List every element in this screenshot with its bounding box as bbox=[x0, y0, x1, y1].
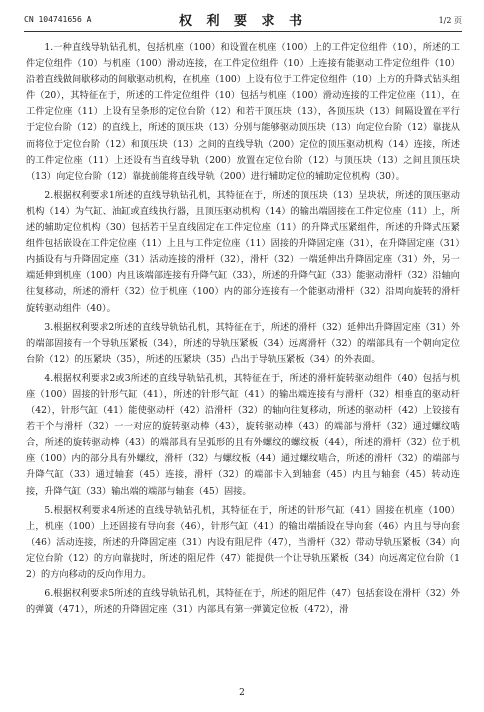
document-title: 权 利 要 求 书 bbox=[178, 14, 308, 29]
publication-number: CN 104741656 A bbox=[24, 15, 92, 24]
claim-3: 3.根据权利要求2所述的直线导轨钻孔机，其特征在于，所述的滑杆（32）延伸出升降固定座（31）外的端部固接有一个导轨压紧板（34），所述的导轨压紧板（34）远离滑杆（32）的端部具有一个朝向定位台阶（12）的压紧块（35），所述的压紧块（35）凸出于导轨压紧板（34）的外表面。 bbox=[26, 321, 460, 365]
page-number: 2 bbox=[239, 688, 245, 698]
claim-1: 1.一种直线导轨钻孔机，包括机座（100）和设置在机座（100）上的工件定位组件（10），所述的工件定位组件（10）与机座（100）滑动连接，在工件定位组件（10）上连接有能驱动工件定位组件（10）沿着直线做间歇移动的间歇驱动机构，在机座（100）上设有位于工件定位组件（10）上方的升降式钻头组件（20），其特征在于，所述的工件定位组件（10）包括与机座（100）滑动连接的工件定位座（11），在工件定位座（11）上设有呈条形的定位台阶（12）和若干顶压块（13），各顶压块（13）间隔设置在平行于定位台阶（12）的直线上，所述的顶压块（13）分别与能够驱动顶压块（13）向定位台阶（12）靠拢从而将位于定位台阶（12）和顶压块（13）之间的直线导轨（200）定位的顶压驱动机构（14）连接，所述的工件定位座（11）上还设有当直线导轨（200）放置在定位台阶（12）与顶压块（13）之间且顶压块（13）向定位台阶（12）靠拢前能将直线导轨（200）进行辅助定位的辅助定位机构（30）。 bbox=[26, 42, 460, 182]
claim-4: 4.根据权利要求2或3所述的直线导轨钻孔机，其特征在于，所述的滑杆旋转驱动组件（40）包括与机座（100）固接的针形气缸（41），所述的针形气缸（41）的输出端连接有与滑杆（32）相垂直的驱动杆（42），针形气缸（41）能使驱动杆（42）沿滑杆（32）的轴向往复移动，所述的驱动杆（42）上铰接有若干个与滑杆（32）一一对应的旋转驱动棒（43），旋转驱动棒（43）的端部与滑杆（32）通过螺纹啮合，所述的旋转驱动棒（43）的端部具有呈弧形的且有外螺纹的螺纹板（44），所述的滑杆（32）位于机座（100）内的部分具有外螺纹，滑杆（32）与螺纹板（44）通过螺纹啮合，所述的滑杆（32）的端部与升降气缸（33）通过轴套（45）连接，滑杆（32）的端部卡入到轴套（45）内且与轴套（45）转动连接，升降气缸（33）输出端的端部与轴套（45）固接。 bbox=[26, 372, 460, 497]
header-rule bbox=[24, 31, 462, 32]
claim-2: 2.根据权利要求1所述的直线导轨钻孔机，其特征在于，所述的顶压块（13）呈块状，所述的顶压驱动机构（14）为气缸、油缸或直线执行器，且顶压驱动机构（14）的输出端固接在工件定位座（11）上，所述的辅助定位机构（30）包括若干呈直线固定在工件定位座（11）的升降式压紧组件，所述的升降式压紧组件包括嵌设在工件定位座（11）上且与工件定位座（11）固接的升降固定座（31），在升降固定座（31）内插设有与升降固定座（31）活动连接的滑杆（32），滑杆（32）一端延伸出升降固定座（31）外，另一端延伸到机座（100）内且该端部连接有升降气缸（33），所述的升降气缸（33）能驱动滑杆（32）沿轴向往复移动，所述的滑杆（32）位于机座（100）内的部分连接有一个能驱动滑杆（32）沿周向旋转的滑杆旋转驱动组件（40）。 bbox=[26, 189, 460, 314]
page-header bbox=[24, 8, 462, 30]
claims-body bbox=[26, 40, 460, 621]
page-indicator: 1/2 页 bbox=[438, 16, 462, 25]
claim-5: 5.根据权利要求4所述的直线导轨钻孔机，其特征在于，所述的针形气缸（41）固接在机座（100）上，机座（100）上还固接有导向套（46），针形气缸（41）的输出端插设在导向套（46）内且与导向套（46）活动连接，所述的升降固定座（31）内设有阻尼件（47），当滑杆（32）带动导轨压紧板（34）向定位台阶（12）的方向靠拢时，所述的阻尼件（47）能提供一个让导轨压紧板（34）向远离定位台阶（12）的方向移动的反向作用力。 bbox=[26, 504, 460, 580]
claim-6: 6.根据权利要求5所述的直线导轨钻孔机，其特征在于，所述的阻尼件（47）包括套设在滑杆（32）外的弹簧（471），所述的升降固定座（31）内部具有第一弹簧定位板（472），滑 bbox=[26, 588, 460, 616]
